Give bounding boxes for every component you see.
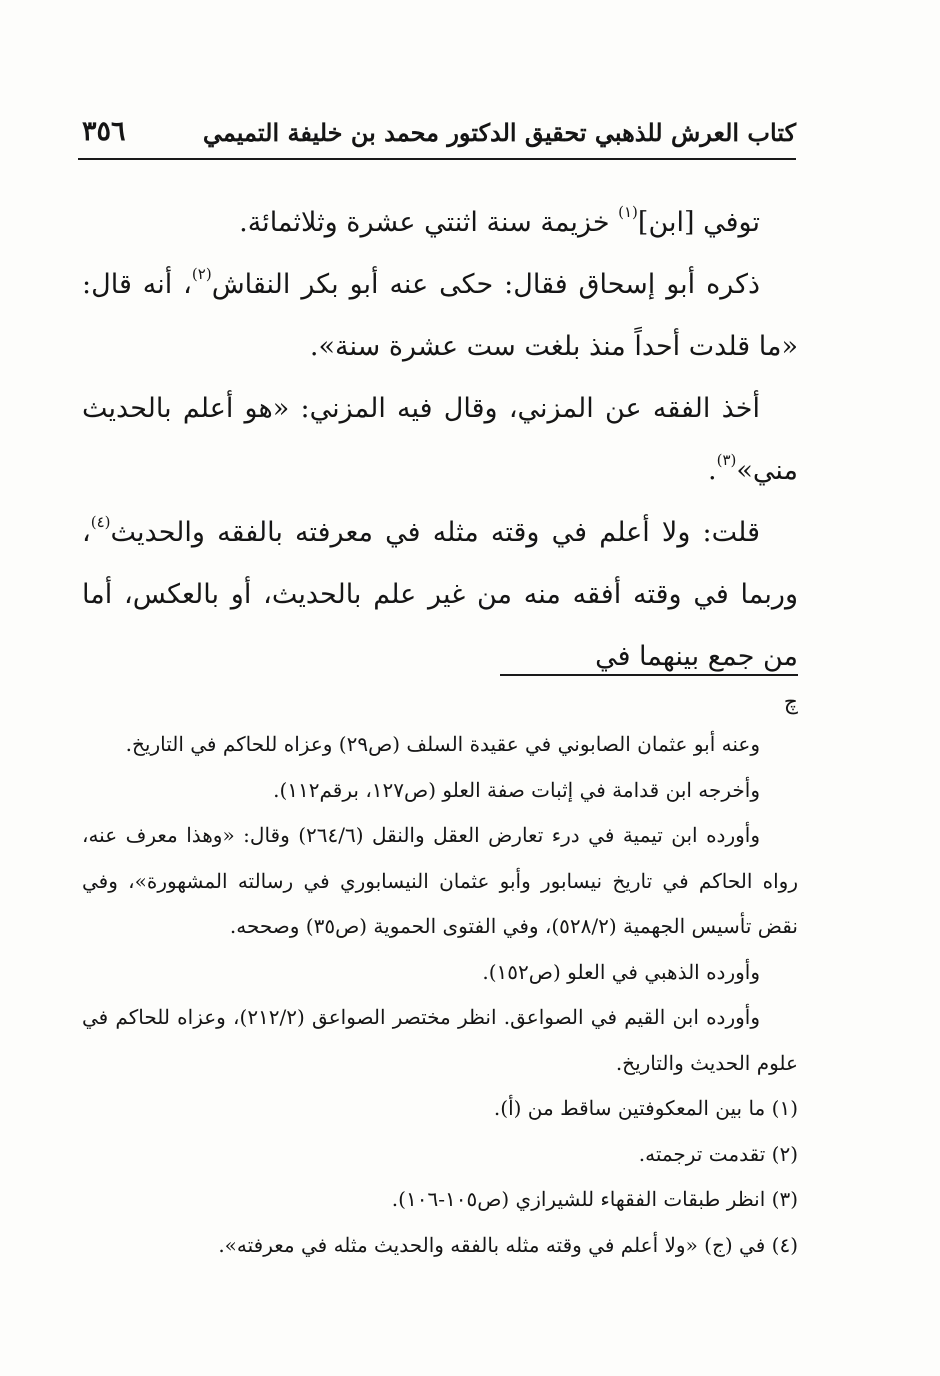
footnote-separator [500,674,798,676]
footnote-4: (٤) في (ج) «ولا أعلم في وقته مثله بالفقه والحديث مثله في معرفته». [218,1232,798,1257]
page-header [78,112,796,160]
page-number: ٣٥٦ [82,116,126,147]
paragraph-abu-ishaq: ذكره أبو إسحاق فقال: حكى عنه أبو بكر النقاش$^{(٢)}$، أنه قال: «ما قلدت أحداً منذ بلغت ست عشرة سنة». [82,265,798,362]
footnote-2: (٢) تقدمت ترجمته. [638,1141,798,1166]
running-title: كتاب العرش للذهبي تحقيق الدكتور محمد بن خليفة التميمي [202,118,796,147]
main-text [82,192,798,688]
footnote-continuation-line: وأخرجه ابن قدامة في إثبات صفة العلو (ص١٢٧، برقم١١٢). [273,777,760,802]
footnote-3: (٣) انظر طبقات الفقهاء للشيرازي (ص١٠٥-١٠٦). [391,1187,798,1211]
footnote-continuation-line: وأورده ابن القيم في الصواعق. انظر مختصر الصواعق (٢١٢/٢)، وعزاه للحاكم في علوم الحديث والتاريخ. [82,1005,798,1075]
footnote-continuation-line: وعنه أبو عثمان الصابوني في عقيدة السلف (ص٢٩) وعزاه للحاكم في التاريخ. [125,732,760,756]
continuation-mark: ﭺ [783,690,798,715]
footnote-continuation-line: وأورده الذهبي في العلو (ص١٥٢). [482,959,760,984]
footnote-ref-1[interactable]: (١) [618,203,638,221]
paragraph-muzani: أخذ الفقه عن المزني، وقال فيه المزني: «هو أعلم بالحديث مني»$^{(٣)}$. [82,393,798,486]
footnote-continuation-line: وأورده ابن تيمية في درء تعارض العقل والنقل (٢٦٤/٦) وقال: «وهذا معرف عنه، رواه الحاكم في تاريخ نيسابور وأبو عثمان النيسابوري في رسالته المشهورة»، وفي نقض تأسيس الجهمية (٥٢٨/٢)، وفي الفتوى الحموية (ص٣٥) وصححه. [82,823,798,938]
paragraph-death-year: توفي [ابن]$^{(١)}$ خزيمة سنة اثنتي عشرة وثلاثمائة. [239,203,760,238]
footnotes-section [82,722,798,1268]
paragraph-author-comment: قلت: ولا أعلم في وقته مثله في معرفته بالفقه والحديث$^{(٤)}$، وربما في وقته أفقه منه من غير علم بالحديث، أو بالعكس، أما من جمع بينهما في [82,513,798,672]
footnote-ref-2[interactable]: (٢) [191,265,212,283]
footnote-ref-3[interactable]: (٣) [716,451,737,469]
footnote-ref-4[interactable]: (٤) [90,513,111,531]
footnote-1: (١) ما بين المعكوفتين ساقط من (أ). [493,1096,798,1120]
